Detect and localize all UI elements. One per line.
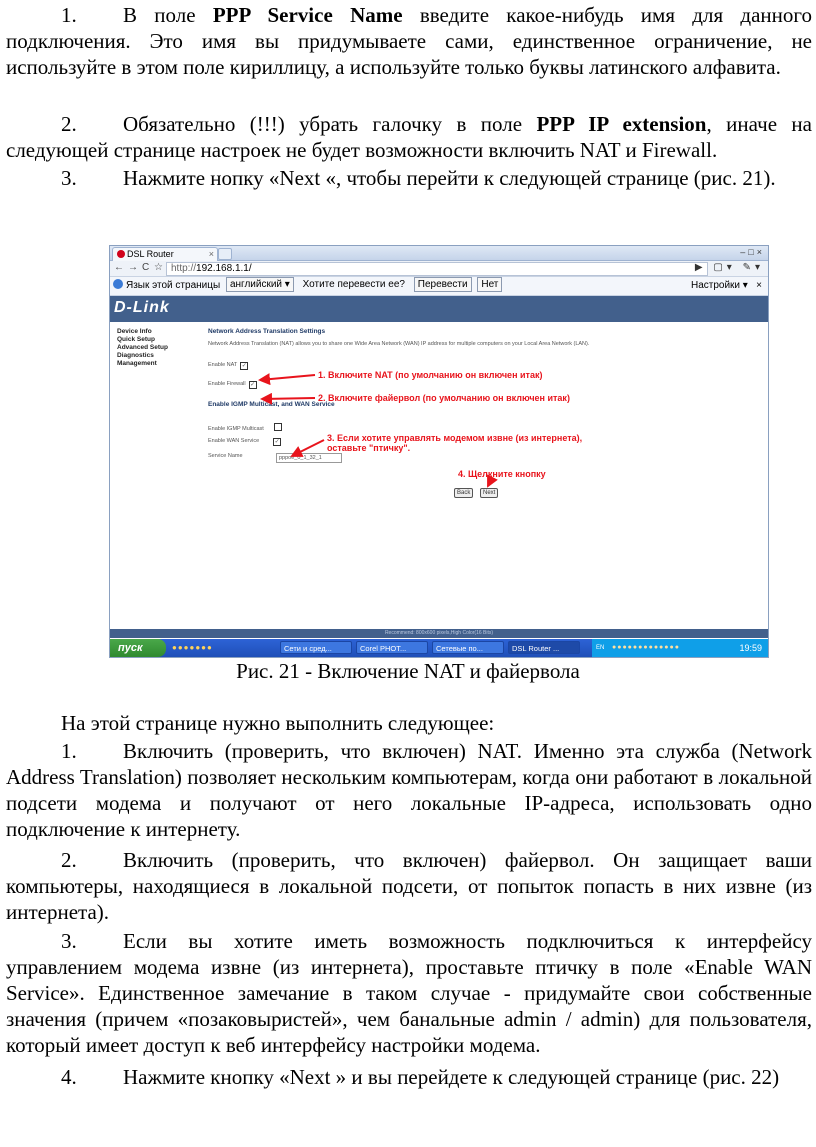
annotation-1: 1. Включите NAT (по умолчанию он включен итак)	[318, 370, 543, 380]
sidebar-item-diagnostics[interactable]: Diagnostics	[117, 352, 154, 359]
step-item-4: 4. Нажмите кнопку «Next » и вы перейдете к следующей странице (рис. 22)	[61, 1065, 780, 1089]
instruction-item-2: 2. Обязательно (!!!) убрать галочку в поле PPP IP extension, иначе на следующей странице настроек не будет возможности включить NAT и Firewall.	[6, 112, 812, 162]
taskbar-item[interactable]: Сети и сред...	[280, 641, 352, 654]
arrow-1	[260, 375, 315, 380]
item-number: 2.	[61, 112, 77, 136]
enable-firewall-checkbox[interactable]: ✓	[250, 382, 256, 388]
nat-section-title: Network Address Translation Settings	[208, 328, 326, 335]
clock: 19:59	[739, 643, 762, 653]
item-number: 3.	[61, 929, 77, 953]
browser-menu-icons[interactable]: ▶ ▢▾ ✎▾	[694, 262, 764, 273]
quick-launch-icons[interactable]: ●●●●●●●	[172, 643, 213, 652]
item-number: 3.	[61, 166, 77, 190]
item-number: 2.	[61, 848, 77, 872]
nat-description: Network Address Translation (NAT) allows you to share one Wide Area Network (WAN) IP address for multiple computers on your Local Area Network (LAN).	[208, 341, 590, 347]
dlink-logo: D-Link	[114, 299, 170, 316]
next-button[interactable]: Next	[480, 488, 498, 498]
language-select[interactable]: английский ▾	[226, 277, 294, 292]
back-arrow-icon[interactable]: ←	[114, 262, 124, 273]
translate-settings[interactable]: Настройки ▾ ×	[690, 280, 762, 291]
annotation-4: 4. Щелкните кнопку	[458, 469, 546, 479]
start-button[interactable]: пуск	[110, 639, 166, 657]
address-bar[interactable]: http://192.168.1.1/	[166, 262, 708, 276]
browser-titlebar	[110, 246, 768, 261]
item-number: 1.	[61, 3, 77, 27]
instruction-item-1: 1. В поле PPP Service Name введите какое-нибудь имя для данного подключения. Это имя вы придумываете сами, единственное ограничение, не используйте в этом поле кириллицу, а используйте только буквы латинского алфавита.	[6, 3, 812, 79]
browser-navbar	[110, 261, 768, 277]
item-number: 4.	[61, 1065, 77, 1089]
annotation-arrows	[110, 322, 766, 618]
sidebar-item-device-info[interactable]: Device Info	[117, 328, 152, 335]
enable-wan-row: Enable WAN Service ✓	[208, 438, 280, 445]
intro-paragraph: На этой странице нужно выполнить следующее:	[61, 711, 495, 735]
step-item-3: 3. Если вы хотите иметь возможность подключиться к интерфейсу управлением модема извне (из интернета), проставьте птичку в поле «Enable WAN Service». Единственное замечание в таком случае - придумайте свои собственные значения (причем «позаковыристей», чем банальные admin / admin) для пользователя, который имеет доступ к веб интерфейсу настройки модема.	[6, 929, 812, 1057]
reload-icon[interactable]: C	[142, 262, 150, 273]
translate-button[interactable]: Перевести	[414, 277, 472, 292]
service-name-input[interactable]: pppoe_0_1_32_1	[276, 453, 342, 463]
star-icon[interactable]: ☆	[154, 262, 163, 273]
new-tab-button[interactable]	[218, 248, 232, 260]
igmp-section-title: Enable IGMP Multicast, and WAN Service	[208, 401, 335, 408]
arrow-3	[292, 440, 324, 456]
translate-bar: Язык этой страницы английский ▾ Хотите перевести ее? Перевести Нет Настройки ▾ ×	[110, 277, 768, 296]
sidebar-item-quick-setup[interactable]: Quick Setup	[117, 336, 155, 343]
sidebar-item-advanced-setup[interactable]: Advanced Setup	[117, 344, 168, 351]
taskbar-item[interactable]: Сетевые по...	[432, 641, 504, 654]
dlink-header	[110, 296, 768, 322]
taskbar-item[interactable]: Corel PHOT...	[356, 641, 428, 654]
arrow-4	[488, 478, 492, 486]
enable-nat-row: Enable NAT ✓	[208, 362, 247, 369]
bold-term: PPP IP extension	[536, 112, 707, 136]
annotation-3: 3. Если хотите управлять модемом извне (из интернета), оставьте "птичку".	[327, 433, 583, 453]
browser-tab[interactable]: DSL Router ×	[112, 247, 218, 261]
back-button[interactable]: Back	[454, 488, 473, 498]
no-button[interactable]: Нет	[477, 277, 502, 292]
router-screenshot-figure	[109, 245, 769, 658]
figure-caption: Рис. 21 - Включение NAT и файервола	[236, 659, 580, 683]
annotation-2: 2. Включите файервол (по умолчанию он включен итак)	[318, 393, 570, 403]
enable-nat-checkbox[interactable]: ✓	[241, 363, 247, 369]
taskbar-item-active[interactable]: DSL Router ...	[508, 641, 580, 654]
tray-icons[interactable]: ●●●●●●●●●●●●●	[612, 644, 680, 651]
step-item-1: 1. Включить (проверить, что включен) NAT. Именно эта служба (Network Address Translation) позволяет нескольким компьютерам, когда они работают в локальной подсети модема и получают от него локальные IP-адреса, использовать одно подключение к интернету.	[6, 739, 812, 841]
instruction-item-3: 3. Нажмите нопку «Next «, чтобы перейти к следующей странице (рис. 21).	[61, 166, 776, 190]
close-icon[interactable]: ×	[756, 280, 762, 291]
service-name-row: Service Name pppoe_0_1_32_1	[208, 453, 348, 459]
enable-wan-checkbox[interactable]: ✓	[274, 439, 280, 445]
enable-firewall-row: Enable Firewall ✓	[208, 381, 256, 388]
forward-arrow-icon[interactable]: →	[128, 262, 138, 273]
arrow-2	[262, 398, 315, 399]
router-content	[110, 322, 768, 618]
window-controls[interactable]: –□×	[740, 247, 765, 257]
bold-term: PPP Service Name	[212, 3, 403, 27]
dlink-favicon-icon	[117, 250, 125, 258]
windows-taskbar	[110, 639, 768, 657]
enable-igmp-row: Enable IGMP Multicast	[208, 423, 282, 432]
translate-icon	[113, 279, 123, 289]
router-status-bar: Recommend: 800x600 pixels,High Color(16 Bits)	[110, 629, 768, 638]
language-indicator[interactable]: EN	[596, 645, 605, 651]
sidebar-item-management[interactable]: Management	[117, 360, 157, 367]
system-tray	[592, 639, 768, 657]
item-number: 1.	[61, 739, 77, 763]
tab-close-icon[interactable]: ×	[208, 249, 214, 259]
step-item-2: 2. Включить (проверить, что включен) файервол. Он защищает ваши компьютеры, находящиеся в локальной подсети, от попыток попасть в них извне (из интернета).	[6, 848, 812, 924]
